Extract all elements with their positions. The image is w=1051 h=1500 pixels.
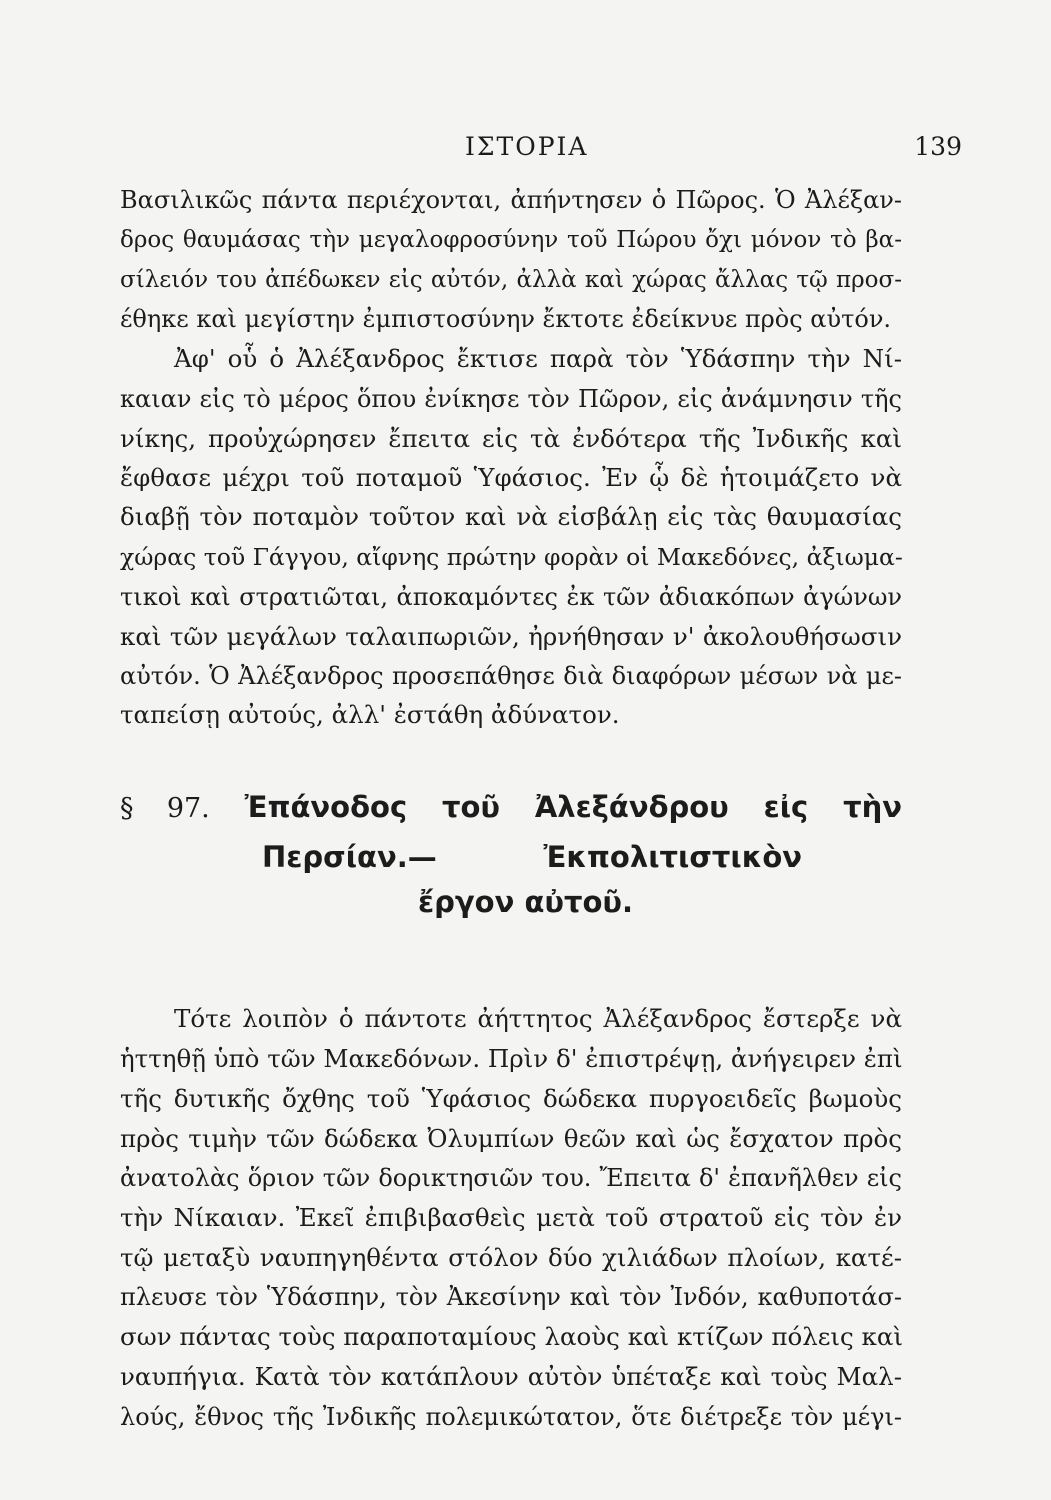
text-line: ἀνατολὰς ὅριον τῶν δορικτησιῶν του. Ἔπειτα δ' ἐπανῆλθεν εἰς [120, 1164, 902, 1192]
page-number: 139 [914, 132, 962, 161]
text-line: τικοὶ καὶ στρατιῶται, ἀποκαμόντες ἐκ τῶν ἀδιακόπων ἀγώνων [120, 583, 902, 611]
text-line: Βασιλικῶς πάντα περιέχονται, ἀπήντησεν ὁ Πῶρος. Ὁ Ἀλέξαν- [120, 186, 902, 214]
running-title: ΙΣΤΟΡΙΑ [465, 132, 589, 161]
text-line: χώρας τοῦ Γάγγου, αἴφνης πρώτην φορὰν οἱ Μακεδόνες, ἀξιωμα- [120, 543, 903, 571]
text-line: τῆς δυτικῆς ὄχθης τοῦ Ὑφάσιος δώδεκα πυργοειδεῖς βωμοὺς [120, 1084, 902, 1113]
text-line: τὴν Νίκαιαν. Ἐκεῖ ἐπιβιβασθεὶς μετὰ τοῦ στρατοῦ εἰς τὸν ἐν [120, 1203, 902, 1232]
text-line: δρος θαυμάσας τὴν μεγαλοφροσύνην τοῦ Πώρου ὄχι μόνον τὸ βα- [120, 227, 902, 253]
section-heading-line-1 [120, 788, 902, 828]
text-line: καὶ τῶν μεγάλων ταλαιπωριῶν, ἠρνήθησαν ν' ἀκολουθήσωσιν [120, 622, 902, 651]
text-line: τῷ μεταξὺ ναυπηγηθέντα στόλον δύο χιλιάδων πλοίων, κατέ- [120, 1243, 902, 1272]
text-line: ναυπήγια. Κατὰ τὸν κατάπλουν αὐτὸν ὑπέταξε καὶ τοὺς Μαλ- [120, 1362, 902, 1391]
section-number: § 97. [120, 793, 210, 824]
text-line: διαβῇ τὸν ποταμὸν τοῦτον καὶ νὰ εἰσβάλῃ εἰς τὰς θαυμασίας [120, 502, 902, 531]
text-line: καιαν εἰς τὸ μέρος ὅπου ἐνίκησε τὸν Πῶρον, εἰς ἀνάμνησιν τῆς [120, 385, 902, 413]
text-line: Τότε λοιπὸν ὁ πάντοτε ἀήττητος Ἀλέξανδρος ἔστερξε νὰ [174, 1004, 902, 1033]
running-header [120, 128, 962, 168]
text-line: ἡττηθῇ ὑπὸ τῶν Μακεδόνων. Πρὶν δ' ἐπιστρέψῃ, ἀνήγειρεν ἐπὶ [120, 1044, 903, 1073]
text-line: ἔφθασε μέχρι τοῦ ποταμοῦ Ὑφάσιος. Ἐν ᾧ δὲ ἡτοιμάζετο νὰ [120, 463, 902, 492]
text-line: Ἀφ' οὗ ὁ Ἀλέξανδρος ἔκτισε παρὰ τὸν Ὑδάσπην τὴν Νί- [174, 344, 902, 373]
text-line: αὐτόν. Ὁ Ἀλέξανδρος προσεπάθησε διὰ διαφόρων μέσων νὰ με- [120, 662, 902, 690]
text-line: νίκης, προὐχώρησεν ἔπειτα εἰς τὰ ἐνδότερα τῆς Ἰνδικῆς καὶ [120, 424, 902, 453]
section-heading-line-2: Περσίαν.— Ἐκπολιτιστικὸν [262, 840, 802, 874]
text-line: λούς, ἔθνος τῆς Ἰνδικῆς πολεμικώτατον, ὅτε διέτρεξε τὸν μέγι- [120, 1403, 902, 1431]
text-line: σίλειόν του ἀπέδωκεν εἰς αὐτόν, ἀλλὰ καὶ χώρας ἄλλας τῷ προσ- [120, 267, 902, 293]
text-line: πλευσε τὸν Ὑδάσπην, τὸν Ἀκεσίνην καὶ τὸν Ἰνδόν, καθυποτάσ- [120, 1283, 902, 1311]
text-line: έθηκε καὶ μεγίστην ἐμπιστοσύνην ἔκτοτε ἐδείκνυε πρὸς αὐτόν. [120, 305, 892, 333]
section-heading-line-3: ἔργον αὐτοῦ. [418, 885, 633, 919]
section-title-part-1: Ἐπάνοδος τοῦ Ἀλεξάνδρου εἰς τὴν [244, 790, 902, 824]
text-line: ταπείσῃ αὐτούς, ἀλλ' ἐστάθη ἀδύνατον. [120, 700, 620, 729]
text-line: πρὸς τιμὴν τῶν δώδεκα Ὀλυμπίων θεῶν καὶ ὡς ἔσχατον πρὸς [120, 1124, 902, 1153]
text-line: σων πάντας τοὺς παραποταμίους λαοὺς καὶ κτίζων πόλεις καὶ [120, 1322, 904, 1351]
